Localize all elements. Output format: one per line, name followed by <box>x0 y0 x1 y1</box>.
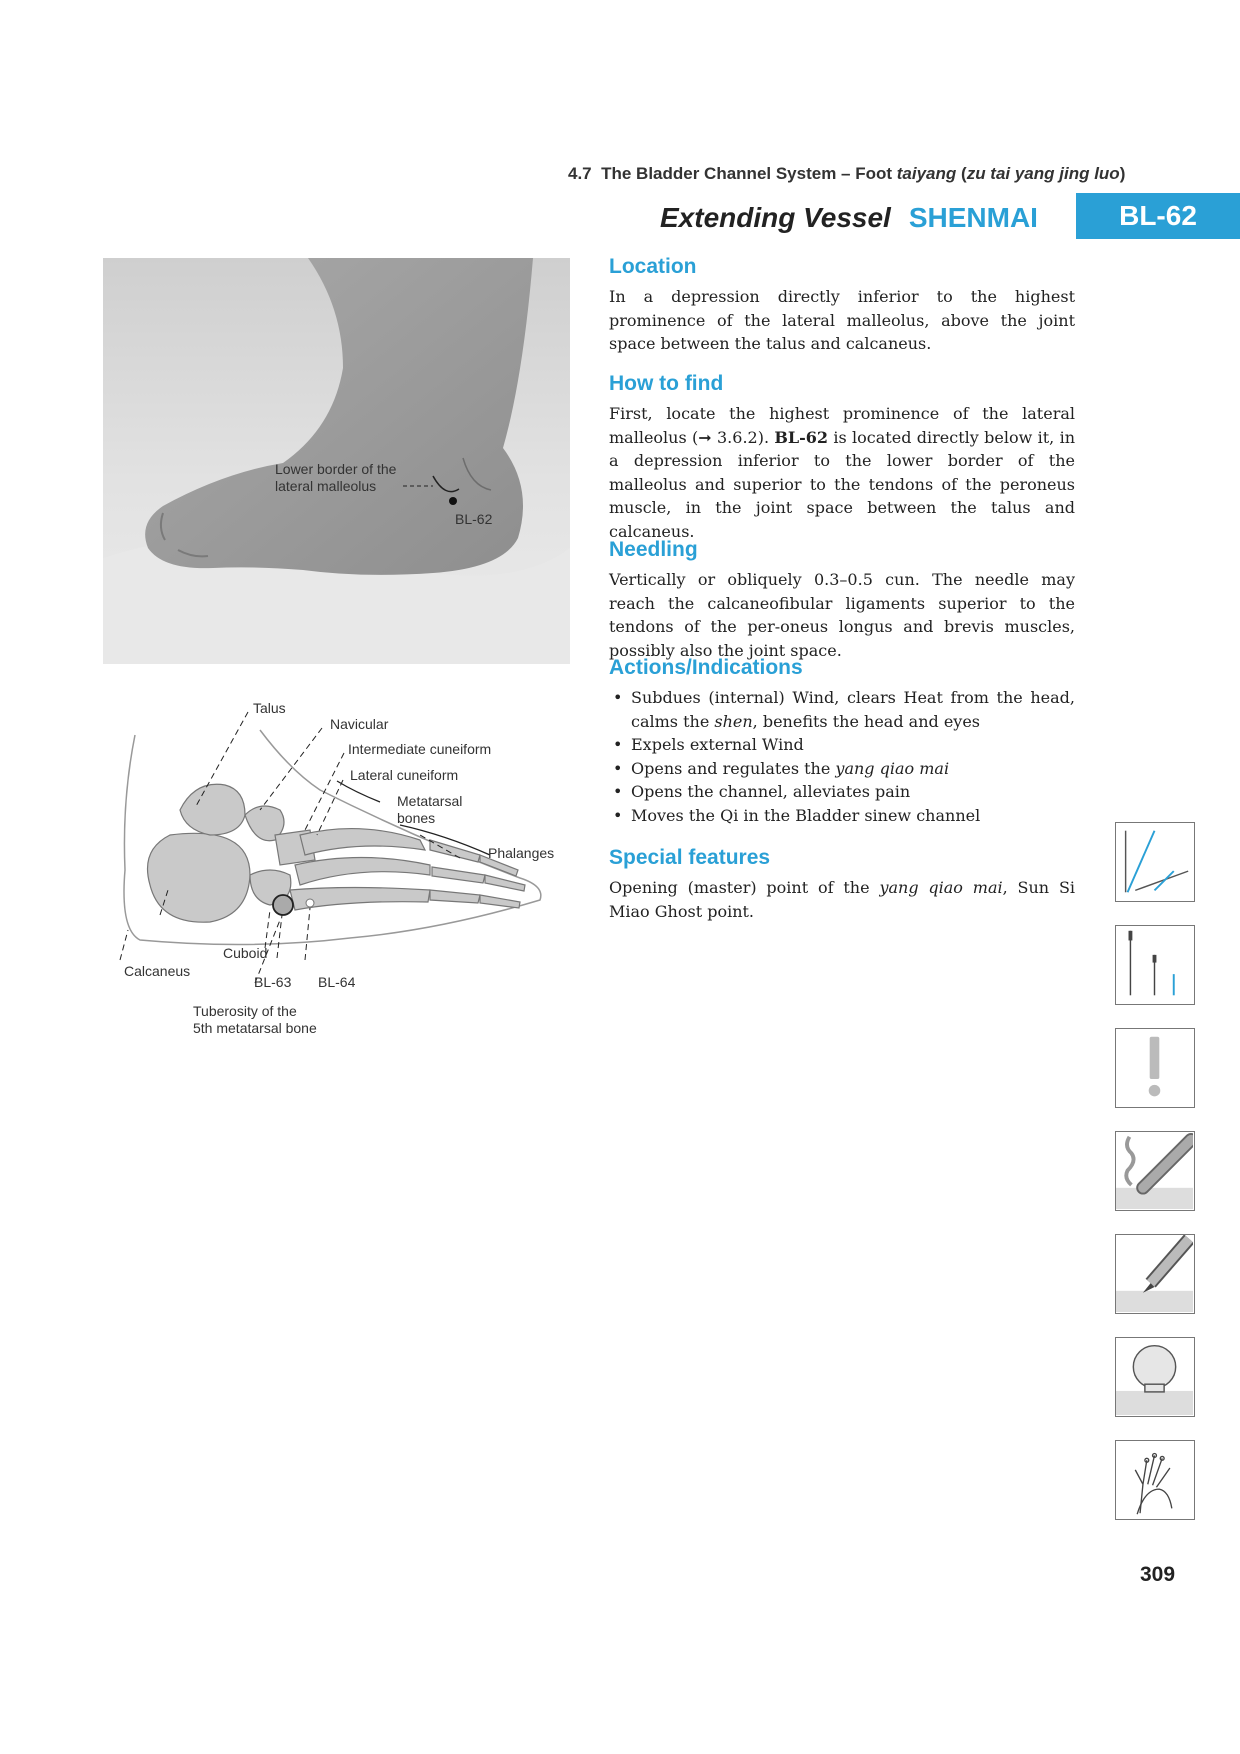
hand-anatomy-icon <box>1115 1440 1195 1520</box>
section-special-features <box>609 846 1075 923</box>
location-text: In a depression directly inferior to the highest prominence of the lateral malleolus, above the joint space between the talus and calcaneus. <box>609 287 1075 353</box>
actions-heading: Actions/Indications <box>609 656 803 679</box>
needling-heading: Needling <box>609 538 698 561</box>
title-vessel: Extending Vessel <box>660 202 891 233</box>
page-number: 309 <box>1140 1563 1176 1586</box>
section-needling <box>609 538 1075 662</box>
label-phalanges: Phalanges <box>488 845 555 861</box>
cupping-icon <box>1115 1337 1195 1417</box>
label-cuboid: Cuboid <box>223 945 268 961</box>
list-item: • Expels external Wind <box>609 733 1075 757</box>
label-navicular: Navicular <box>330 716 389 732</box>
how-to-find-heading: How to find <box>609 372 724 395</box>
malleolus-label-line2: lateral malleolus <box>275 478 377 494</box>
label-tuberosity-line2: 5th metatarsal bone <box>193 1020 317 1036</box>
special-features-heading: Special features <box>609 846 771 869</box>
label-intermediate-cuneiform: Intermediate cuneiform <box>348 741 492 757</box>
foot-photo <box>103 258 570 664</box>
caution-icon <box>1115 1028 1195 1108</box>
bloodletting-icon <box>1115 1234 1195 1314</box>
running-head: 4.7 The Bladder Channel System – Foot taiyang (zu tai yang jing luo) <box>568 164 1126 183</box>
label-bl64: BL-64 <box>318 974 356 990</box>
needle-sizes-icon <box>1115 925 1195 1005</box>
label-calcaneus: Calcaneus <box>124 963 191 979</box>
location-heading: Location <box>609 255 697 278</box>
label-bl63: BL-63 <box>254 974 292 990</box>
label-tuberosity-line1: Tuberosity of the <box>193 1003 297 1019</box>
photo-point-label: BL-62 <box>455 511 493 527</box>
list-item: • Subdues (internal) Wind, clears Heat from the head, calms the shen, benefits the head and eyes <box>609 686 1075 733</box>
needle-insertion-icon <box>1115 822 1195 902</box>
label-metatarsal-line2: bones <box>397 810 436 826</box>
how-to-find-text: First, locate the highest prominence of the lateral malleolus (➞ 3.6.2). BL-62 is located directly below it, in a depression inferior to the lower border of the malleolus and superior to the tendons of the peroneus muscle, in the joint space between the talus and calcaneus. <box>609 404 1076 541</box>
section-actions <box>609 656 1075 827</box>
moxibustion-icon <box>1115 1131 1195 1211</box>
point-code: BL-62 <box>1119 200 1197 231</box>
list-item: • Moves the Qi in the Bladder sinew channel <box>609 804 1075 828</box>
label-lateral-cuneiform: Lateral cuneiform <box>350 767 459 783</box>
section-location <box>609 255 1075 356</box>
title-point-name: SHENMAI <box>908 202 1038 233</box>
section-how-to-find <box>609 372 1075 543</box>
list-item: • Opens and regulates the yang qiao mai <box>609 757 1075 781</box>
point-code-badge <box>1076 193 1240 239</box>
foot-skeleton-diagram <box>100 690 570 1050</box>
needling-text: Vertically or obliquely 0.3–0.5 cun. The needle may reach the calcaneofibular ligaments superior to the tendons of the per-oneus longus and brevis muscles, possibly also the joint space. <box>609 570 1075 660</box>
point-title <box>660 196 1038 240</box>
label-talus: Talus <box>253 700 286 716</box>
special-features-text: Opening (master) point of the yang qiao mai, Sun Si Miao Ghost point. <box>609 878 1076 921</box>
label-metatarsal-line1: Metatarsal <box>397 793 463 809</box>
list-item: • Opens the channel, alleviates pain <box>609 780 1075 804</box>
actions-list <box>609 686 1075 827</box>
malleolus-label-line1: Lower border of the <box>275 461 397 477</box>
